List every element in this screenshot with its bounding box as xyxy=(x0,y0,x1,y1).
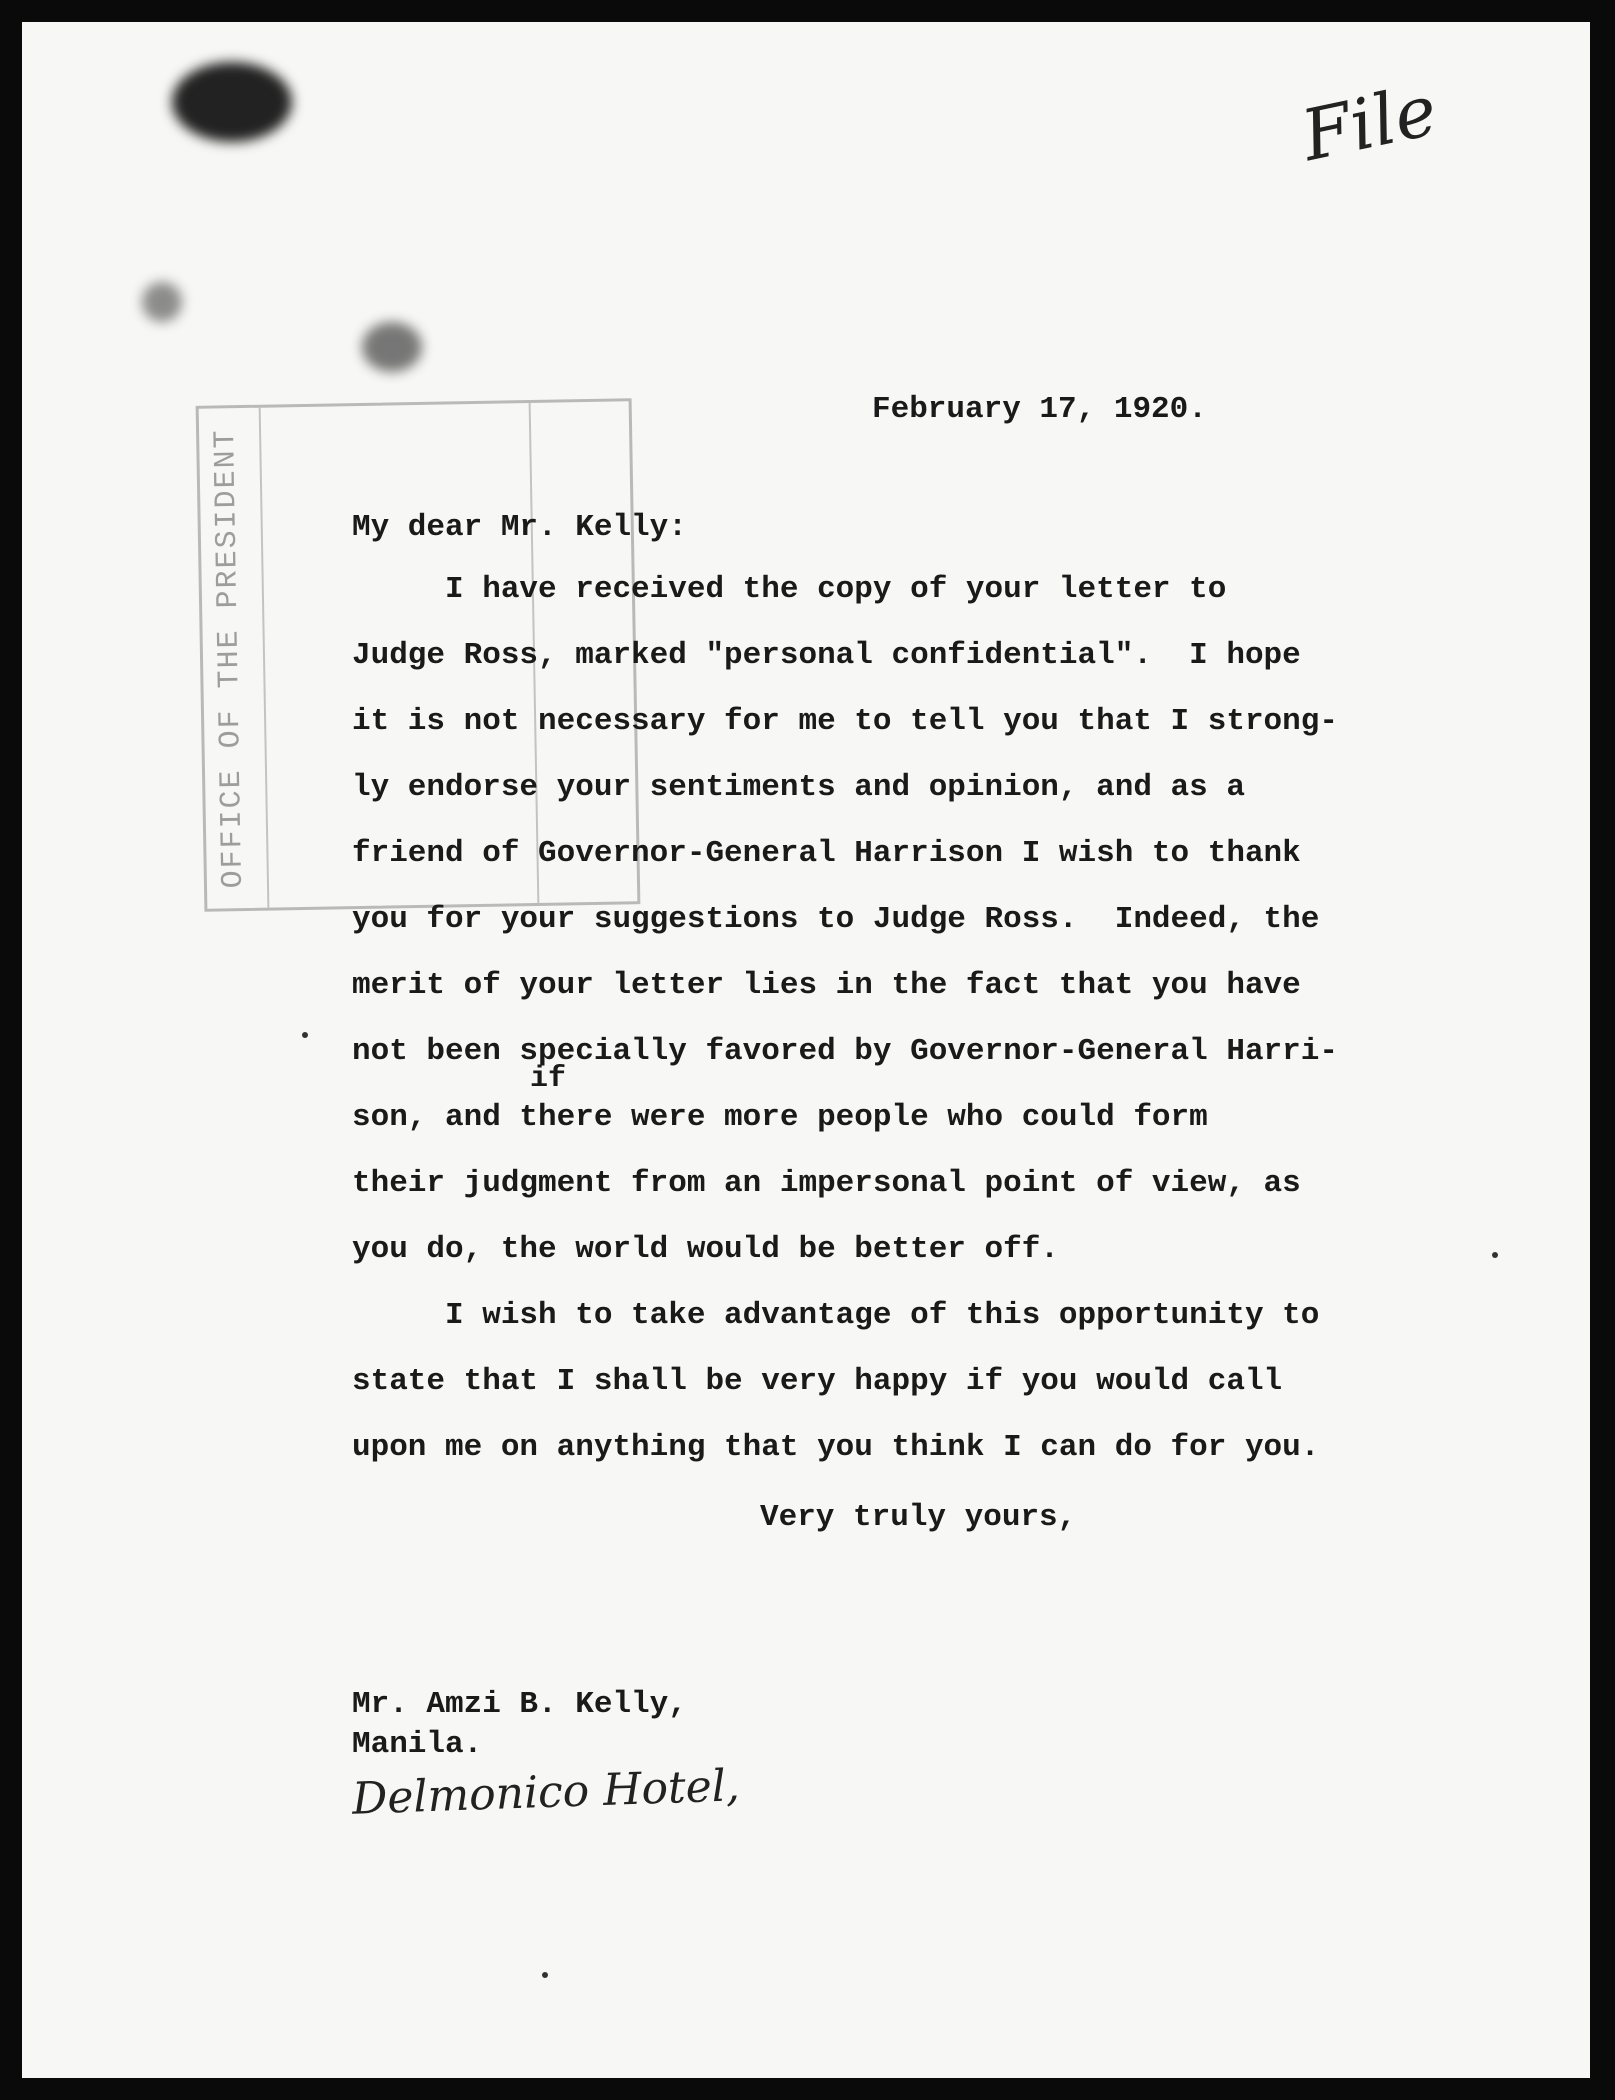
body-line: merit of your letter lies in the fact that you have xyxy=(352,968,1301,1003)
stamp-text: OFFICE OF THE PRESIDENT xyxy=(209,428,252,889)
body-line: I wish to take advantage of this opportunity to xyxy=(352,1298,1320,1333)
recipient-city: Manila. xyxy=(352,1727,483,1762)
interlined-correction: if xyxy=(530,1062,567,1096)
body-line: you do, the world would be better off. xyxy=(352,1232,1059,1267)
body-line: it is not necessary for me to tell you that I strong- xyxy=(352,704,1338,739)
salutation: My dear Mr. Kelly: xyxy=(352,510,687,545)
body-line: their judgment from an impersonal point of view, as xyxy=(352,1166,1301,1201)
body-line: not been specially favored by Governor-General Harri- xyxy=(352,1034,1338,1069)
ink-smudge xyxy=(362,322,422,372)
body-line: son, and there were more people who could form xyxy=(352,1100,1208,1135)
ink-smudge xyxy=(172,62,292,142)
speck xyxy=(1492,1252,1498,1258)
handwritten-address: Delmonico Hotel, xyxy=(351,1760,741,1825)
letter-page xyxy=(22,22,1590,2078)
body-line: ly endorse your sentiments and opinion, and as a xyxy=(352,770,1245,805)
body-line: you for your suggestions to Judge Ross. Indeed, the xyxy=(352,902,1320,937)
body-line: I have received the copy of your letter to xyxy=(352,572,1227,607)
recipient-name: Mr. Amzi B. Kelly, xyxy=(352,1687,687,1722)
file-annotation: File xyxy=(1294,68,1444,178)
ink-smudge xyxy=(142,282,182,322)
letter-date: February 17, 1920. xyxy=(872,392,1207,427)
body-line: upon me on anything that you think I can do for you. xyxy=(352,1430,1320,1465)
closing: Very truly yours, xyxy=(760,1500,1077,1535)
speck xyxy=(542,1972,548,1978)
body-line: state that I shall be very happy if you would call xyxy=(352,1364,1283,1399)
speck xyxy=(302,1032,308,1038)
body-line: Judge Ross, marked "personal confidential". I hope xyxy=(352,638,1301,673)
body-line: friend of Governor-General Harrison I wish to thank xyxy=(352,836,1301,871)
